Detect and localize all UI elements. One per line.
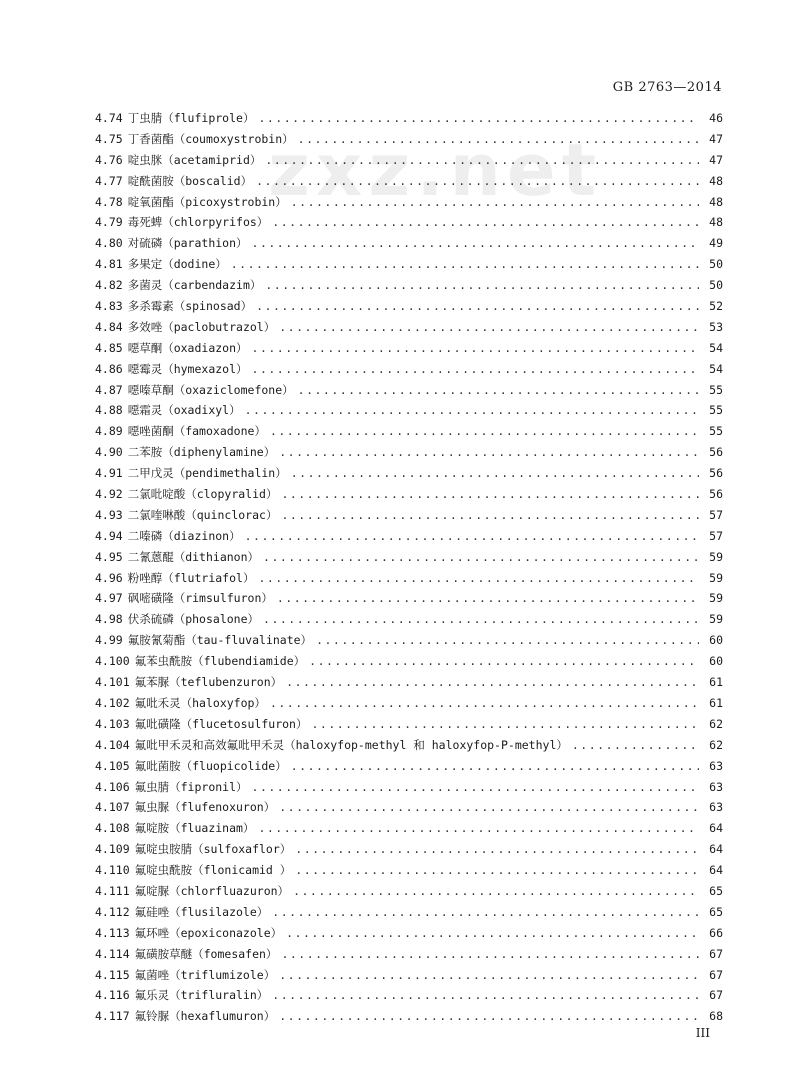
toc-entry-number: 4.74: [95, 111, 123, 125]
toc-leader-dots: [258, 818, 699, 839]
toc-entry-page: 55: [709, 424, 723, 439]
toc-leader-dots: [298, 380, 699, 401]
toc-entry-number: 4.85: [95, 340, 123, 355]
toc-entry[interactable]: [95, 547, 723, 568]
toc-entry-number: 4.98: [95, 612, 123, 627]
toc-entry-page: 62: [709, 716, 723, 731]
toc-leader-dots: [272, 985, 699, 1006]
toc-leader-dots: [291, 463, 699, 484]
toc-entry-number: 4.90: [95, 445, 123, 460]
toc-entry-number: 4.113: [95, 925, 130, 940]
toc-entry-page: 60: [709, 654, 723, 669]
toc-entry-title: 丁香菌酯（coumoxystrobin）: [127, 131, 294, 146]
standard-code: GB 2763—2014: [612, 80, 722, 95]
toc-leader-dots: [256, 171, 699, 192]
table-of-contents: [95, 108, 723, 1027]
toc-entry-title: 二嗪磷（diazinon）: [127, 528, 241, 543]
toc-leader-dots: [309, 651, 699, 672]
toc-entry-number: 4.77: [95, 173, 123, 188]
toc-entry-title: 噁唑菌酮（famoxadone）: [127, 424, 266, 439]
toc-entry-title: 噁霉灵（hymexazol）: [127, 361, 248, 376]
toc-entry[interactable]: [95, 568, 723, 589]
toc-entry-title: 二氯喹啉酸（quinclorac）: [127, 507, 278, 522]
toc-entry[interactable]: [95, 818, 723, 839]
toc-entry[interactable]: [95, 777, 723, 798]
toc-entry-title: 噁草酮（oxadiazon）: [127, 340, 248, 355]
toc-leader-dots: [279, 442, 699, 463]
toc-entry-title: 氟苯脲（teflubenzuron）: [134, 675, 283, 690]
toc-entry-number: 4.104: [95, 737, 130, 752]
toc-entry-page: 54: [709, 340, 723, 355]
toc-entry-number: 4.110: [95, 863, 130, 878]
toc-entry-title: 噁霜灵（oxadixyl）: [127, 403, 241, 418]
toc-entry-number: 4.75: [95, 131, 123, 146]
toc-entry[interactable]: [95, 609, 723, 630]
toc-entry-title: 多效唑（paclobutrazol）: [127, 319, 276, 334]
toc-entry-number: 4.88: [95, 403, 123, 418]
toc-leader-dots: [279, 317, 699, 338]
toc-leader-dots: [258, 108, 699, 129]
toc-entry-page: 57: [709, 507, 723, 522]
toc-entry[interactable]: [95, 442, 723, 463]
toc-entry-number: 4.97: [95, 591, 123, 606]
toc-leader-dots: [265, 150, 699, 171]
toc-entry-number: 4.101: [95, 675, 130, 690]
toc-leader-dots: [311, 714, 699, 735]
toc-entry-title: 对硫磷（parathion）: [127, 236, 248, 251]
toc-entry-page: 48: [709, 173, 723, 188]
toc-entry-page: 55: [709, 382, 723, 397]
toc-entry-page: 50: [709, 257, 723, 272]
toc-entry-title: 氟吡磺隆（flucetosulfuron）: [134, 716, 308, 731]
toc-entry-title: 氟虫腈（fipronil）: [134, 779, 248, 794]
toc-entry-title: 多果定（dodine）: [127, 257, 227, 272]
toc-entry-title: 多菌灵（carbendazim）: [127, 278, 262, 293]
toc-entry-page: 56: [709, 487, 723, 502]
toc-entry-number: 4.99: [95, 633, 123, 648]
toc-entry-title: 氟啶虫酰胺（flonicamid ）: [134, 863, 292, 878]
toc-leader-dots: [231, 254, 699, 275]
toc-entry-page: 62: [709, 737, 723, 752]
toc-leader-dots: [252, 338, 699, 359]
toc-entry-title: 氟吡禾灵（haloxyfop）: [134, 695, 266, 710]
toc-entry[interactable]: [95, 756, 723, 777]
watermark: zxz.net: [268, 128, 603, 212]
toc-leader-dots: [245, 526, 699, 547]
toc-entry-title: 粉唑醇（flutriafol）: [127, 570, 255, 585]
toc-leader-dots: [252, 359, 699, 380]
toc-entry[interactable]: [95, 735, 723, 756]
toc-entry-title: 氟硅唑（flusilazole）: [134, 904, 269, 919]
toc-leader-dots: [270, 693, 699, 714]
toc-entry-title: 氟磺胺草醚（fomesafen）: [134, 946, 278, 961]
toc-entry-page: 59: [709, 570, 723, 585]
toc-entry-page: 60: [709, 633, 723, 648]
toc-entry[interactable]: [95, 275, 723, 296]
toc-entry-number: 4.106: [95, 779, 130, 794]
toc-entry-number: 4.100: [95, 654, 130, 669]
toc-entry-number: 4.84: [95, 319, 123, 334]
toc-entry-title: 氟胺氰菊酯（tau-fluvalinate）: [127, 633, 313, 648]
toc-entry[interactable]: [95, 108, 723, 129]
toc-entry-page: 61: [709, 695, 723, 710]
toc-entry-page: 67: [709, 988, 723, 1003]
toc-entry-page: 50: [709, 278, 723, 293]
toc-entry-page: 55: [709, 403, 723, 418]
toc-entry-number: 4.115: [95, 967, 130, 982]
toc-entry-page: 65: [709, 904, 723, 919]
toc-entry-page: 63: [709, 800, 723, 815]
toc-entry-number: 4.93: [95, 507, 123, 522]
toc-entry[interactable]: [95, 881, 723, 902]
toc-entry[interactable]: [95, 359, 723, 380]
toc-entry-number: 4.91: [95, 466, 123, 481]
toc-entry[interactable]: [95, 129, 723, 150]
toc-entry-number: 4.112: [95, 904, 130, 919]
toc-entry[interactable]: [95, 317, 723, 338]
toc-entry-title: 氟苯虫酰胺（flubendiamide）: [134, 654, 306, 669]
toc-leader-dots: [263, 609, 699, 630]
toc-leader-dots: [245, 400, 699, 421]
toc-entry-page: 64: [709, 863, 723, 878]
toc-entry-page: 66: [709, 925, 723, 940]
toc-entry-title: 氟环唑（epoxiconazole）: [134, 925, 283, 940]
toc-entry-number: 4.103: [95, 716, 130, 731]
toc-entry-page: 63: [709, 758, 723, 773]
toc-entry[interactable]: [95, 630, 723, 651]
toc-entry-title: 二苯胺（diphenylamine）: [127, 445, 276, 460]
toc-leader-dots: [281, 484, 699, 505]
toc-entry-number: 4.87: [95, 382, 123, 397]
toc-entry[interactable]: [95, 463, 723, 484]
toc-entry-title: 氟铃脲（hexaflumuron）: [134, 1009, 276, 1024]
toc-entry-number: 4.83: [95, 299, 123, 314]
toc-entry-page: 46: [709, 111, 723, 125]
toc-leader-dots: [286, 672, 699, 693]
toc-entry-number: 4.95: [95, 549, 123, 564]
toc-entry[interactable]: [95, 923, 723, 944]
toc-entry-title: 毒死蜱（chlorpyrifos）: [127, 215, 269, 230]
toc-entry-page: 54: [709, 361, 723, 376]
toc-entry[interactable]: [95, 672, 723, 693]
toc-entry[interactable]: [95, 212, 723, 233]
toc-entry[interactable]: [95, 714, 723, 735]
toc-entry-page: 67: [709, 946, 723, 961]
toc-entry-number: 4.82: [95, 278, 123, 293]
toc-entry-page: 59: [709, 612, 723, 627]
toc-entry[interactable]: [95, 588, 723, 609]
toc-entry-number: 4.79: [95, 215, 123, 230]
toc-leader-dots: [272, 212, 699, 233]
toc-entry[interactable]: [95, 505, 723, 526]
toc-entry-page: 63: [709, 779, 723, 794]
toc-entry-title: 噁嗪草酮（oxaziclomefone）: [127, 382, 294, 397]
toc-entry-page: 47: [709, 131, 723, 146]
toc-entry[interactable]: [95, 693, 723, 714]
toc-leader-dots: [279, 965, 699, 986]
toc-entry-number: 4.78: [95, 194, 123, 209]
toc-entry[interactable]: [95, 150, 723, 171]
toc-entry[interactable]: [95, 526, 723, 547]
toc-entry-title: 啶酰菌胺（boscalid）: [127, 173, 253, 188]
toc-entry[interactable]: [95, 296, 723, 317]
toc-entry-page: 59: [709, 549, 723, 564]
toc-entry-number: 4.86: [95, 361, 123, 376]
toc-leader-dots: [572, 735, 699, 756]
toc-entry-number: 4.89: [95, 424, 123, 439]
toc-entry-number: 4.114: [95, 946, 130, 961]
toc-entry-title: 氟吡甲禾灵和高效氟吡甲禾灵（haloxyfop-methyl 和 haloxyfop-P-methyl）: [134, 737, 568, 752]
toc-entry-title: 二甲戊灵（pendimethalin）: [127, 466, 287, 481]
toc-leader-dots: [316, 630, 699, 651]
toc-leader-dots: [256, 296, 699, 317]
toc-entry-title: 啶氧菌酯（picoxystrobin）: [127, 194, 287, 209]
toc-leader-dots: [279, 1006, 699, 1027]
toc-entry-page: 67: [709, 967, 723, 982]
toc-leader-dots: [252, 233, 699, 254]
toc-entry[interactable]: [95, 484, 723, 505]
toc-entry-page: 56: [709, 466, 723, 481]
toc-entry-number: 4.102: [95, 695, 130, 710]
toc-leader-dots: [258, 568, 699, 589]
toc-entry-title: 啶虫脒（acetamiprid）: [127, 152, 262, 167]
toc-entry-number: 4.80: [95, 236, 123, 251]
toc-entry-page: 47: [709, 152, 723, 167]
toc-entry[interactable]: [95, 400, 723, 421]
toc-leader-dots: [295, 839, 699, 860]
toc-entry-page: 48: [709, 194, 723, 209]
toc-entry-page: 57: [709, 528, 723, 543]
toc-entry-title: 二氯吡啶酸（clopyralid）: [127, 487, 278, 502]
toc-entry[interactable]: [95, 902, 723, 923]
toc-entry-title: 丁虫腈（flufiprole）: [127, 111, 255, 125]
toc-entry-title: 多杀霉素（spinosad）: [127, 299, 253, 314]
toc-entry-title: 二氰蒽醌（dithianon）: [127, 549, 260, 564]
toc-entry[interactable]: [95, 192, 723, 213]
toc-entry-page: 53: [709, 319, 723, 334]
toc-entry-page: 48: [709, 215, 723, 230]
toc-entry[interactable]: [95, 944, 723, 965]
toc-leader-dots: [281, 944, 699, 965]
toc-leader-dots: [298, 129, 699, 150]
toc-entry-title: 砜嘧磺隆（rimsulfuron）: [127, 591, 273, 606]
toc-leader-dots: [252, 777, 699, 798]
toc-leader-dots: [291, 756, 699, 777]
toc-entry-number: 4.96: [95, 570, 123, 585]
toc-entry[interactable]: [95, 380, 723, 401]
toc-entry-page: 65: [709, 883, 723, 898]
toc-entry-page: 64: [709, 842, 723, 857]
toc-entry-number: 4.109: [95, 842, 130, 857]
toc-entry-number: 4.117: [95, 1009, 130, 1024]
toc-entry-number: 4.108: [95, 821, 130, 836]
toc-entry-title: 氟吡菌胺（fluopicolide）: [134, 758, 287, 773]
toc-entry-page: 56: [709, 445, 723, 460]
toc-leader-dots: [279, 797, 699, 818]
toc-entry-number: 4.116: [95, 988, 130, 1003]
toc-entry-page: 52: [709, 299, 723, 314]
toc-entry-number: 4.76: [95, 152, 123, 167]
toc-entry-number: 4.105: [95, 758, 130, 773]
toc-entry-title: 氟乐灵（trifluralin）: [134, 988, 269, 1003]
toc-entry[interactable]: [95, 233, 723, 254]
toc-entry-page: 61: [709, 675, 723, 690]
toc-entry-number: 4.111: [95, 883, 130, 898]
toc-entry[interactable]: [95, 1006, 723, 1027]
toc-entry-number: 4.92: [95, 487, 123, 502]
toc-entry-number: 4.107: [95, 800, 130, 815]
toc-entry-title: 氟菌唑（triflumizole）: [134, 967, 276, 982]
toc-entry-page: 68: [709, 1009, 723, 1024]
toc-entry[interactable]: [95, 985, 723, 1006]
toc-entry[interactable]: [95, 965, 723, 986]
toc-entry-page: 59: [709, 591, 723, 606]
toc-entry-title: 氟虫脲（flufenoxuron）: [134, 800, 276, 815]
toc-leader-dots: [295, 860, 699, 881]
toc-leader-dots: [291, 192, 699, 213]
toc-entry[interactable]: [95, 254, 723, 275]
toc-leader-dots: [272, 902, 699, 923]
toc-entry[interactable]: [95, 839, 723, 860]
toc-leader-dots: [277, 588, 699, 609]
toc-leader-dots: [270, 421, 699, 442]
toc-entry-number: 4.94: [95, 528, 123, 543]
toc-entry-title: 氟啶胺（fluazinam）: [134, 821, 255, 836]
toc-entry-page: 64: [709, 821, 723, 836]
toc-entry-title: 氟啶脲（chlorfluazuron）: [134, 883, 290, 898]
toc-leader-dots: [281, 505, 699, 526]
toc-entry[interactable]: [95, 797, 723, 818]
toc-entry[interactable]: [95, 338, 723, 359]
toc-entry-page: 49: [709, 236, 723, 251]
toc-leader-dots: [286, 923, 699, 944]
toc-leader-dots: [265, 275, 699, 296]
toc-entry[interactable]: [95, 651, 723, 672]
toc-entry[interactable]: [95, 860, 723, 881]
toc-entry-title: 伏杀硫磷（phosalone）: [127, 612, 260, 627]
toc-leader-dots: [263, 547, 699, 568]
toc-entry-number: 4.81: [95, 257, 123, 272]
toc-leader-dots: [293, 881, 699, 902]
toc-entry[interactable]: [95, 171, 723, 192]
toc-entry[interactable]: [95, 421, 723, 442]
toc-entry-title: 氟啶虫胺腈（sulfoxaflor）: [134, 842, 292, 857]
page-number: III: [695, 1026, 710, 1040]
